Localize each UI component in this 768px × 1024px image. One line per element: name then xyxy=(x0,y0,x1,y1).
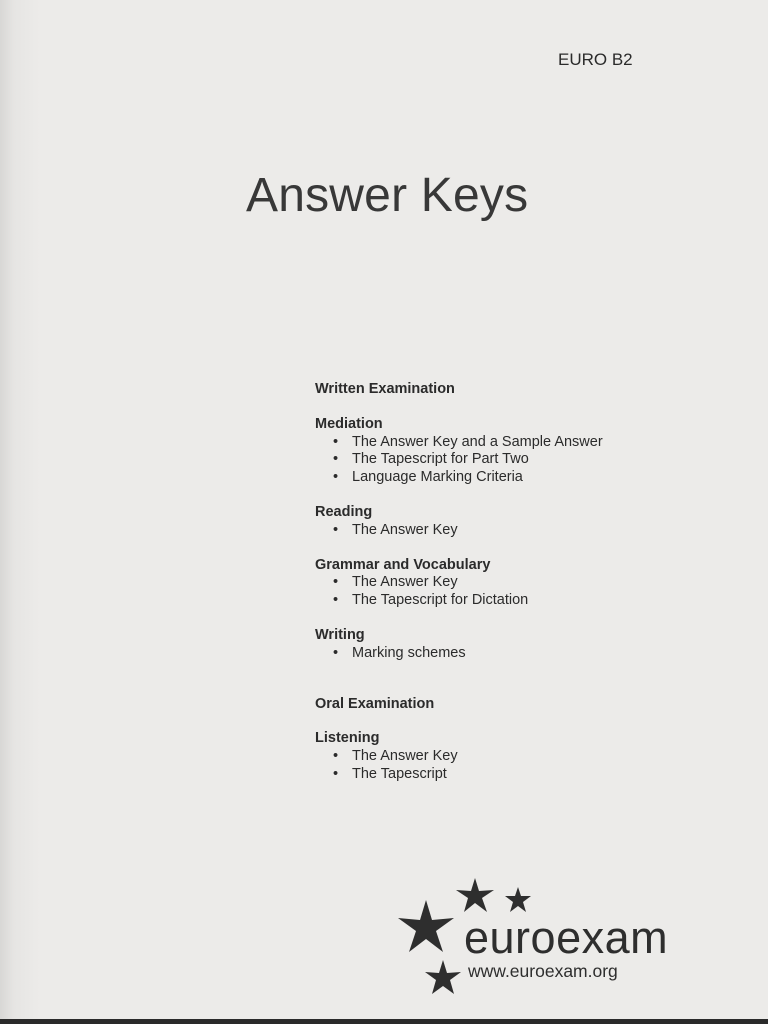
item-list xyxy=(315,748,695,784)
section-title: Grammar and Vocabulary xyxy=(315,556,491,573)
list-item: • The Tapescript xyxy=(333,766,695,784)
contents-list xyxy=(315,381,695,784)
section-grammar-vocabulary xyxy=(315,557,695,610)
list-item: • Marking schemes xyxy=(333,645,695,663)
list-item: • The Tapescript for Part Two xyxy=(333,451,695,469)
brand-url: www.euroexam.org xyxy=(468,961,618,981)
section-title: Reading xyxy=(315,503,373,520)
list-item: • The Answer Key xyxy=(333,574,695,592)
star-bottom xyxy=(425,960,461,994)
star-small xyxy=(505,887,531,912)
brand-name: euroexam xyxy=(464,912,669,963)
item-list xyxy=(315,574,695,610)
item-list xyxy=(315,645,695,663)
item-list xyxy=(315,522,695,540)
star-large xyxy=(398,900,454,952)
section-title: Writing xyxy=(315,626,365,643)
list-item: • The Answer Key and a Sample Answer xyxy=(333,434,695,452)
exam-level-label: EURO B2 xyxy=(558,50,633,69)
item-list xyxy=(315,434,695,487)
list-item: • The Answer Key xyxy=(333,748,695,766)
list-item: • The Tapescript for Dictation xyxy=(333,592,695,610)
written-exam-heading: Written Examination xyxy=(315,381,455,397)
section-listening xyxy=(315,730,695,783)
star-top xyxy=(456,878,494,912)
section-title: Listening xyxy=(315,730,380,747)
section-writing xyxy=(315,627,695,663)
list-item: • Language Marking Criteria xyxy=(333,469,695,487)
list-item: • The Answer Key xyxy=(333,522,695,540)
section-mediation xyxy=(315,416,695,487)
section-title: Mediation xyxy=(315,415,383,432)
page-bottom-edge xyxy=(0,1019,768,1024)
page-title: Answer Keys xyxy=(246,169,529,222)
euroexam-logo xyxy=(398,874,728,1008)
section-reading xyxy=(315,504,695,540)
oral-exam-heading: Oral Examination xyxy=(315,695,435,712)
